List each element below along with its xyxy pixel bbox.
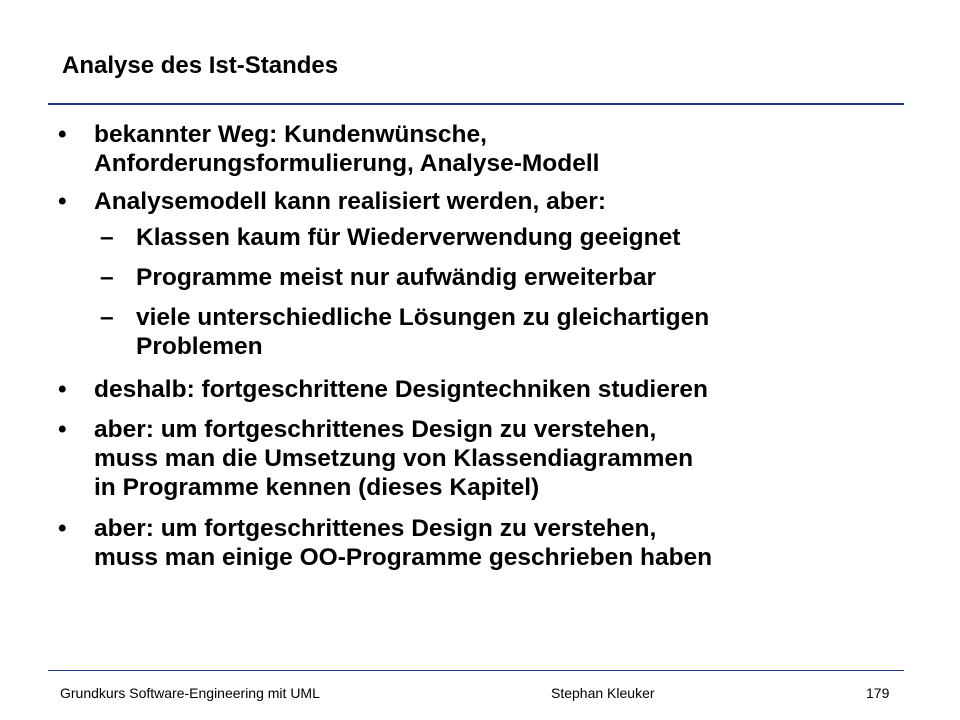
- title-divider: [48, 103, 904, 105]
- bullet-marker: •: [58, 188, 67, 215]
- bullet-line: muss man einige OO-Programme geschrieben haben: [94, 544, 713, 571]
- bullet-item: [58, 415, 918, 502]
- bullet-list: [58, 120, 918, 581]
- bullet-line: bekannter Weg: Kundenwünsche,: [94, 121, 487, 148]
- bullet-item: [58, 187, 918, 216]
- bullet-item: [58, 375, 918, 404]
- sub-bullet-line: Klassen kaum für Wiederverwendung geeignet: [136, 224, 681, 251]
- sub-bullet-line: viele unterschiedliche Lösungen zu gleichartigen: [136, 304, 710, 331]
- sub-bullet-item: [100, 303, 918, 361]
- bullet-line: muss man die Umsetzung von Klassendiagrammen: [94, 445, 694, 472]
- slide-title: Analyse des Ist-Standes: [62, 52, 339, 79]
- footer-author: Stephan Kleuker: [551, 685, 655, 701]
- dash-marker: –: [100, 264, 114, 291]
- dash-marker: –: [100, 304, 114, 331]
- footer-course: Grundkurs Software-Engineering mit UML: [60, 685, 320, 701]
- bullet-line: aber: um fortgeschrittenes Design zu verstehen,: [94, 416, 657, 443]
- sub-bullet-line: Programme meist nur aufwändig erweiterbar: [136, 264, 657, 291]
- bullet-line: aber: um fortgeschrittenes Design zu verstehen,: [94, 515, 657, 542]
- bullet-line: deshalb: fortgeschrittene Designtechniken studieren: [94, 376, 708, 403]
- sub-bullet-item: [100, 223, 918, 252]
- dash-marker: –: [100, 224, 114, 251]
- sub-bullet-line: Problemen: [136, 333, 263, 360]
- sub-bullet-item: [100, 263, 918, 292]
- bullet-line: Analysemodell kann realisiert werden, aber:: [94, 188, 606, 215]
- footer-divider: [48, 670, 904, 671]
- bullet-marker: •: [58, 376, 67, 403]
- bullet-marker: •: [58, 416, 67, 443]
- bullet-marker: •: [58, 515, 67, 542]
- bullet-line: in Programme kennen (dieses Kapitel): [94, 474, 540, 501]
- bullet-item: [58, 514, 918, 572]
- bullet-item: [58, 120, 918, 178]
- footer-page-number: 179: [866, 685, 890, 701]
- bullet-line: Anforderungsformulierung, Analyse-Modell: [94, 150, 600, 177]
- bullet-marker: •: [58, 121, 67, 148]
